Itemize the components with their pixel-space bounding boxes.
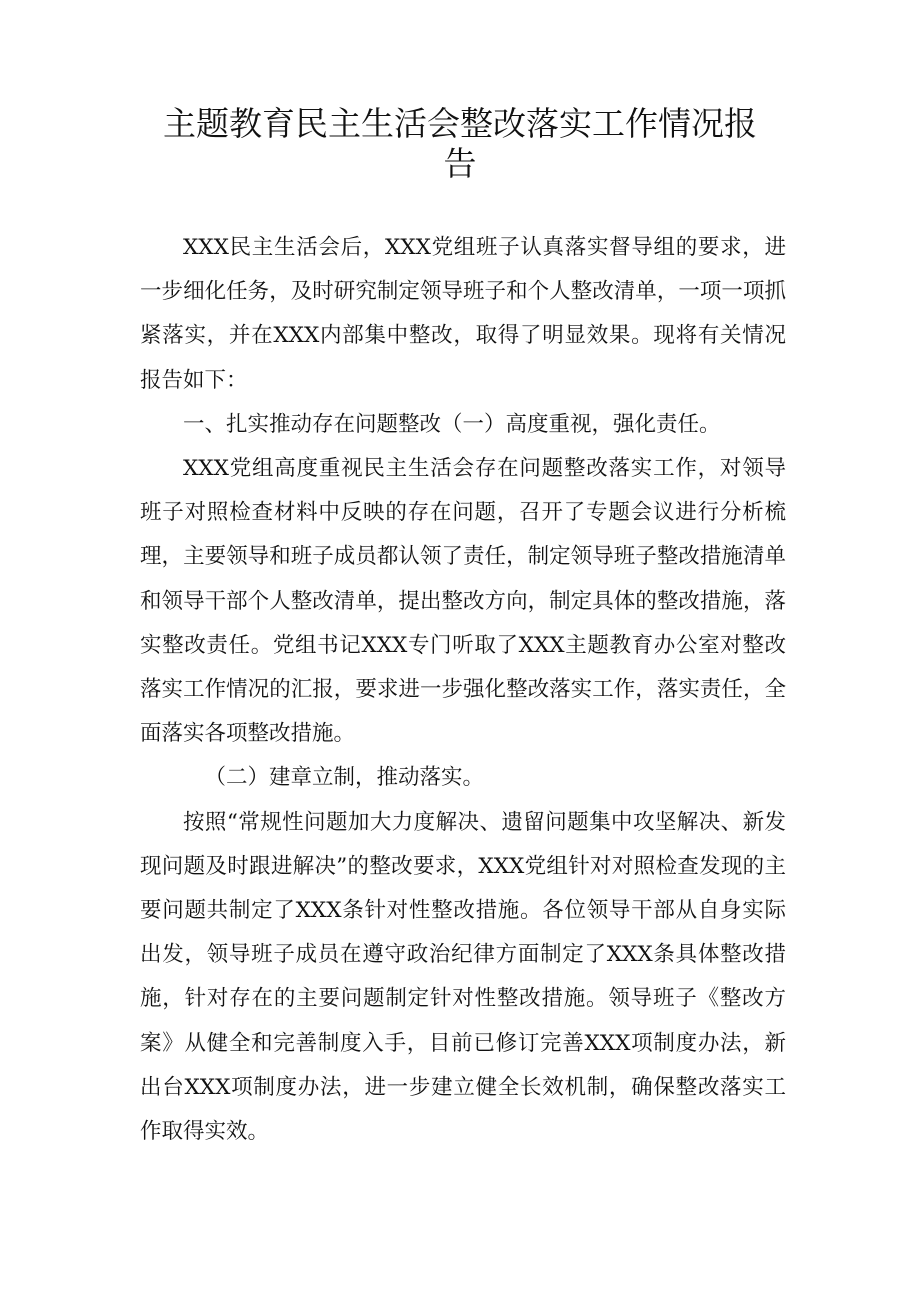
section-2-paragraph: 按照“常规性问题加大力度解决、遗留问题集中攻坚解决、新发现问题及时跟进解决”的整改要求，XXX党组针对对照检查发现的主要问题共制定了XXX条针对性整改措施。各位领导干部从自身实际出发，领导班子成员在遵守政治纪律方面制定了XXX条具体整改措施，针对存在的主要问题制定针对性整改措施。领导班子《整改方案》从健全和完善制度入手，目前已修订完善XXX项制度办法，新出台XXX项制度办法，进一步建立健全长效机制，确保整改落实工作取得实效。: [140, 809, 786, 1145]
section-1-paragraph: XXX党组高度重视民主生活会存在问题整改落实工作，对领导班子对照检查材料中反映的存在问题，召开了专题会议进行分析梳理，主要领导和班子成员都认领了责任，制定领导班子整改措施清单和领导干部个人整改清单，提出整改方向，制定具体的整改措施，落实整改责任。党组书记XXX专门听取了XXX主题教育办公室对整改落实工作情况的汇报，要求进一步强化整改落实工作，落实责任，全面落实各项整改措施。: [140, 456, 786, 747]
section-heading-2: （二）建章立制，推动落实。: [204, 765, 485, 791]
section-heading-1: 一、扎实推动存在问题整改（一）高度重视，强化责任。: [183, 411, 721, 437]
document-title: 主题教育民主生活会整改落实工作情况报告: [163, 104, 757, 183]
intro-paragraph: XXX民主生活会后，XXX党组班子认真落实督导组的要求，进一步细化任务，及时研究制定领导班子和个人整改清单，一项一项抓紧落实，并在XXX内部集中整改，取得了明显效果。现将有关情况报告如下：: [140, 235, 786, 393]
document-body: [140, 226, 786, 1154]
